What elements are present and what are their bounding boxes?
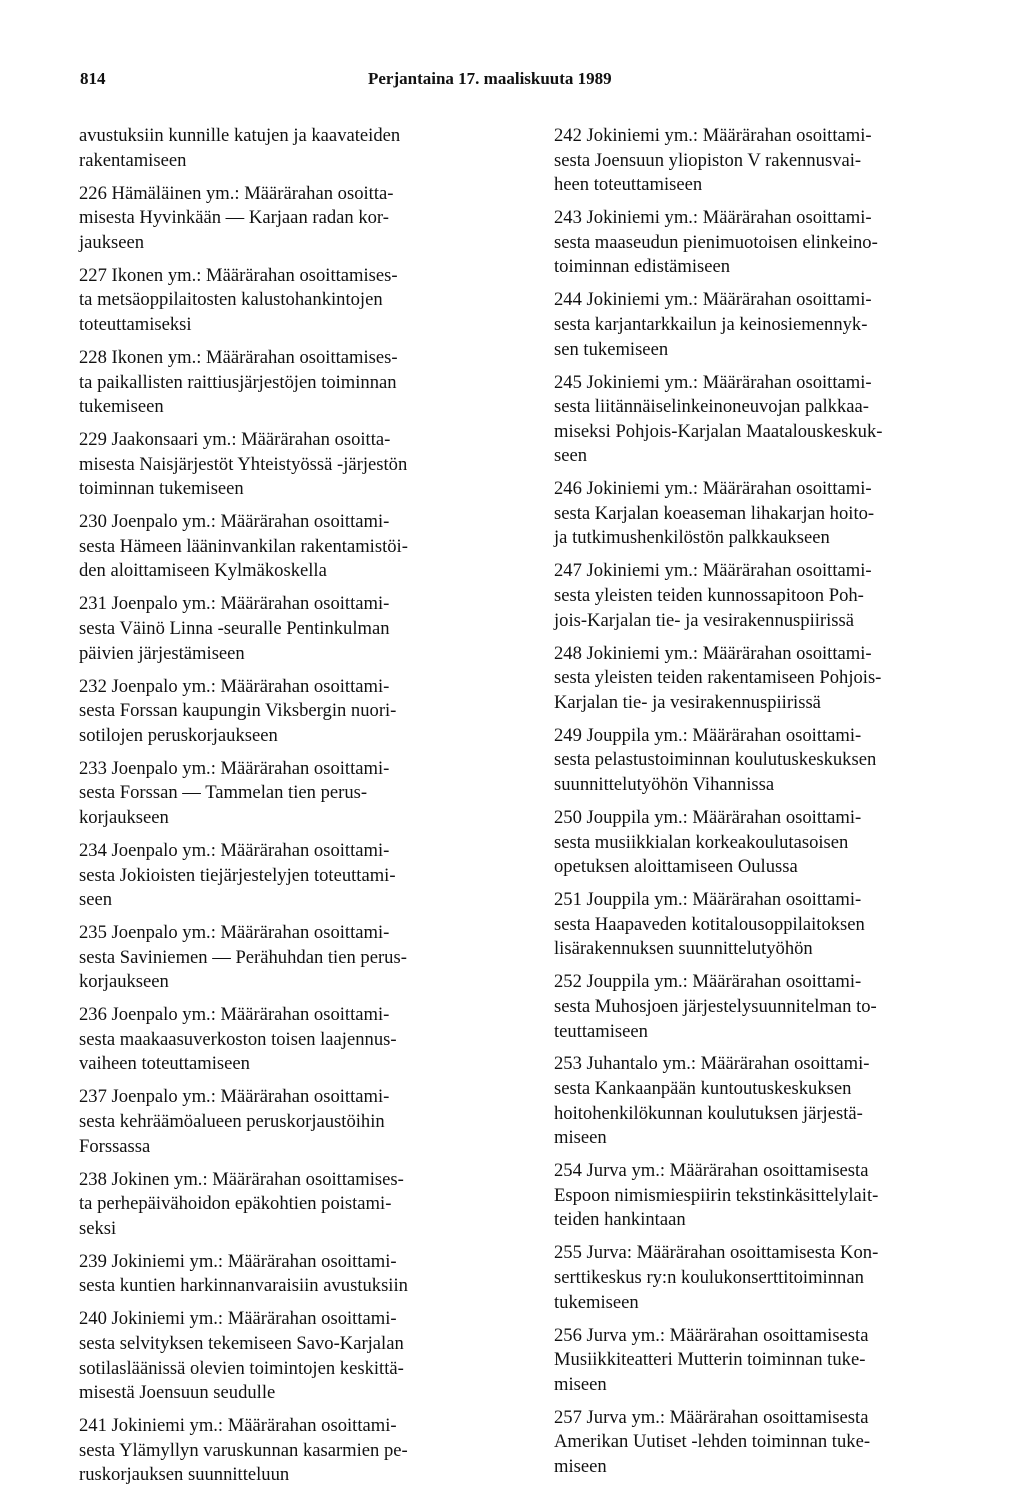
entry-line: misestä Joensuun seudulle xyxy=(79,1382,276,1404)
entry-line: sesta kehräämöalueen peruskorjaustöihin xyxy=(79,1111,385,1133)
entry-line: sesta selvityksen tekemiseen Savo-Karjalan xyxy=(79,1332,404,1354)
entry-line: avustuksiin kunnille katujen ja kaavateiden xyxy=(79,125,401,146)
entry-line: sesta Ylämyllyn varuskunnan kasarmien pe- xyxy=(79,1439,408,1461)
entry-line: sesta yleisten teiden rakentamiseen Pohjois- xyxy=(554,667,882,689)
entry-line: ja tutkimushenkilöstön palkkaukseen xyxy=(554,527,830,549)
motion-entry xyxy=(554,970,972,1044)
entry-line: 238 Jokinen ym.: Määrärahan osoittamises- xyxy=(79,1168,404,1190)
motion-entry xyxy=(554,559,972,633)
entry-line: 241 Jokiniemi ym.: Määrärahan osoittami- xyxy=(79,1415,397,1437)
motion-entry xyxy=(554,1052,972,1150)
entry-line: sotilojen peruskorjaukseen xyxy=(79,724,278,746)
entry-line: 253 Juhantalo ym.: Määrärahan osoittami- xyxy=(554,1053,870,1075)
entry-line: misesta Hyvinkään — Karjaan radan kor- xyxy=(79,207,389,229)
motion-entry xyxy=(79,1085,497,1159)
motion-entry xyxy=(79,1003,497,1077)
entry-line: 246 Jokiniemi ym.: Määrärahan osoittami- xyxy=(554,478,872,500)
entry-line: sesta Karjalan koeaseman lihakarjan hoito- xyxy=(554,502,875,524)
entry-line: sesta Jokioisten tiejärjestelyjen toteuttami- xyxy=(79,864,396,886)
entry-line: miseen xyxy=(554,1373,607,1395)
entry-line: 239 Jokiniemi ym.: Määrärahan osoittami- xyxy=(79,1250,397,1272)
entry-line: sesta maaseudun pienimuotoisen elinkeino- xyxy=(554,231,878,253)
motion-entry xyxy=(554,1406,972,1480)
entry-line: 248 Jokiniemi ym.: Määrärahan osoittami- xyxy=(554,642,872,664)
entry-line: Amerikan Uutiset -lehden toiminnan tuke- xyxy=(554,1431,871,1453)
entry-line: sotilasläänissä olevien toimintojen keskittä- xyxy=(79,1357,404,1379)
entry-line: sesta Haapaveden kotitalousoppilaitoksen xyxy=(554,913,865,935)
entry-line: opetuksen aloittamiseen Oulussa xyxy=(554,856,798,878)
motion-entry xyxy=(554,206,972,280)
left-column xyxy=(79,124,497,1496)
entry-line: sesta yleisten teiden kunnossapitoon Poh- xyxy=(554,585,864,607)
motion-entry xyxy=(79,592,497,666)
entry-line: 249 Jouppila ym.: Määrärahan osoittami- xyxy=(554,724,862,746)
entry-line: sesta Hämeen lääninvankilan rakentamistöi- xyxy=(79,535,408,557)
entry-line: 233 Joenpalo ym.: Määrärahan osoittami- xyxy=(79,757,390,779)
motion-entry xyxy=(554,724,972,798)
entry-line: sen tukemiseen xyxy=(554,338,669,360)
entry-line: 232 Joenpalo ym.: Määrärahan osoittami- xyxy=(79,675,390,697)
entry-line: suunnittelutyöhön Vihannissa xyxy=(554,773,775,795)
motion-entry xyxy=(79,921,497,995)
motion-entry xyxy=(554,1159,972,1233)
entry-line: sesta Saviniemen — Perähuhdan tien perus- xyxy=(79,946,407,968)
motion-entry xyxy=(554,642,972,716)
entry-line: 257 Jurva ym.: Määrärahan osoittamisesta xyxy=(554,1406,869,1428)
entry-line: korjaukseen xyxy=(79,806,169,828)
entry-line: 251 Jouppila ym.: Määrärahan osoittami- xyxy=(554,889,862,911)
entry-line: 235 Joenpalo ym.: Määrärahan osoittami- xyxy=(79,922,390,944)
entry-line: sesta Kankaanpään kuntoutuskeskuksen xyxy=(554,1078,852,1100)
motion-entry xyxy=(79,124,497,173)
entry-line: sesta Forssan kaupungin Viksbergin nuori- xyxy=(79,700,397,722)
entry-line: 245 Jokiniemi ym.: Määrärahan osoittami- xyxy=(554,371,872,393)
motion-entry xyxy=(79,675,497,749)
entry-line: jaukseen xyxy=(79,231,145,253)
entry-line: 228 Ikonen ym.: Määrärahan osoittamises- xyxy=(79,346,398,368)
motion-entry xyxy=(79,346,497,420)
entry-line: toiminnan edistämiseen xyxy=(554,256,731,278)
entry-line: Espoon nimismiespiirin tekstinkäsittelylait- xyxy=(554,1184,879,1206)
entry-line: sesta musiikkialan korkeakoulutasoisen xyxy=(554,831,849,853)
entry-line: miseksi Pohjois-Karjalan Maatalouskeskuk- xyxy=(554,420,883,442)
entry-line: jois-Karjalan tie- ja vesirakennuspiirissä xyxy=(554,609,854,631)
motion-entry xyxy=(554,124,972,198)
entry-line: misesta Naisjärjestöt Yhteistyössä -järjestön xyxy=(79,453,408,475)
entry-line: 229 Jaakonsaari ym.: Määrärahan osoitta- xyxy=(79,429,391,451)
entry-line: sesta kuntien harkinnanvaraisiin avustuksiin xyxy=(79,1275,408,1297)
entry-line: 237 Joenpalo ym.: Määrärahan osoittami- xyxy=(79,1086,390,1108)
motion-entry xyxy=(554,477,972,551)
entry-line: toiminnan tukemiseen xyxy=(79,478,244,500)
right-column xyxy=(554,124,972,1488)
entry-line: Forssassa xyxy=(79,1135,151,1157)
motion-entry xyxy=(79,757,497,831)
entry-line: 231 Joenpalo ym.: Määrärahan osoittami- xyxy=(79,593,390,615)
entry-line: teuttamiseen xyxy=(554,1020,648,1042)
entry-line: seen xyxy=(554,445,588,467)
motion-entry xyxy=(554,888,972,962)
entry-line: 252 Jouppila ym.: Määrärahan osoittami- xyxy=(554,971,862,993)
motion-entry xyxy=(79,1414,497,1488)
entry-line: miseen xyxy=(554,1455,607,1477)
page-number: 814 xyxy=(80,69,106,88)
entry-line: hoitohenkilökunnan koulutuksen järjestä- xyxy=(554,1102,863,1124)
running-header-date: Perjantaina 17. maaliskuuta 1989 xyxy=(368,69,612,88)
entry-line: sesta Forssan — Tammelan tien perus- xyxy=(79,782,368,804)
entry-line: miseen xyxy=(554,1127,607,1149)
entry-line: Musiikkiteatteri Mutterin toiminnan tuke- xyxy=(554,1349,866,1371)
motion-entry xyxy=(79,1168,497,1242)
entry-line: seen xyxy=(79,889,113,911)
motion-entry xyxy=(554,806,972,880)
entry-line: päivien järjestämiseen xyxy=(79,642,245,664)
entry-line: Karjalan tie- ja vesirakennuspiirissä xyxy=(554,691,821,713)
entry-line: ta perhepäivähoidon epäkohtien poistami- xyxy=(79,1193,392,1215)
entry-line: serttikeskus ry:n koulukonserttitoiminnan xyxy=(554,1267,864,1289)
motion-entry xyxy=(554,288,972,362)
entry-line: seksi xyxy=(79,1217,117,1239)
motion-entry xyxy=(554,371,972,469)
entry-line: teiden hankintaan xyxy=(554,1209,686,1231)
entry-line: 254 Jurva ym.: Määrärahan osoittamisesta xyxy=(554,1160,869,1182)
entry-line: toteuttamiseksi xyxy=(79,313,192,335)
entry-line: sesta Joensuun yliopiston V rakennusvai- xyxy=(554,149,862,171)
entry-line: 240 Jokiniemi ym.: Määrärahan osoittami- xyxy=(79,1308,397,1330)
motion-entry xyxy=(554,1324,972,1398)
motion-entry xyxy=(554,1241,972,1315)
entry-line: sesta pelastustoiminnan koulutuskeskuksen xyxy=(554,749,877,771)
entry-line: tukemiseen xyxy=(554,1291,639,1313)
entry-line: heen toteuttamiseen xyxy=(554,174,703,196)
motion-entry xyxy=(79,1307,497,1405)
entry-line: rakentamiseen xyxy=(79,149,187,171)
entry-line: ta metsäoppilaitosten kalustohankintojen xyxy=(79,289,383,311)
entry-line: 256 Jurva ym.: Määrärahan osoittamisesta xyxy=(554,1324,869,1346)
entry-line: ruskorjauksen suunnitteluun xyxy=(79,1464,290,1486)
entry-line: 226 Hämäläinen ym.: Määrärahan osoitta- xyxy=(79,182,394,204)
entry-line: 236 Joenpalo ym.: Määrärahan osoittami- xyxy=(79,1004,390,1026)
entry-line: 242 Jokiniemi ym.: Määrärahan osoittami- xyxy=(554,125,872,146)
entry-line: lisärakennuksen suunnittelutyöhön xyxy=(554,938,813,960)
entry-line: 255 Jurva: Määrärahan osoittamisesta Kon- xyxy=(554,1242,879,1264)
entry-line: sesta karjantarkkailun ja keinosiemennyk- xyxy=(554,313,868,335)
motion-entry xyxy=(79,839,497,913)
motion-entry xyxy=(79,428,497,502)
entry-line: 250 Jouppila ym.: Määrärahan osoittami- xyxy=(554,806,862,828)
entry-line: 227 Ikonen ym.: Määrärahan osoittamises- xyxy=(79,264,398,286)
motion-entry xyxy=(79,182,497,256)
entry-line: tukemiseen xyxy=(79,396,164,418)
entry-line: korjaukseen xyxy=(79,971,169,993)
entry-line: 243 Jokiniemi ym.: Määrärahan osoittami- xyxy=(554,207,872,229)
entry-line: 230 Joenpalo ym.: Määrärahan osoittami- xyxy=(79,511,390,533)
entry-line: 234 Joenpalo ym.: Määrärahan osoittami- xyxy=(79,839,390,861)
entry-line: 247 Jokiniemi ym.: Määrärahan osoittami- xyxy=(554,560,872,582)
entry-line: sesta liitännäiselinkeinoneuvojan palkkaa- xyxy=(554,396,869,418)
entry-line: 244 Jokiniemi ym.: Määrärahan osoittami- xyxy=(554,289,872,311)
entry-line: den aloittamiseen Kylmäkoskella xyxy=(79,560,327,582)
entry-line: ta paikallisten raittiusjärjestöjen toiminnan xyxy=(79,371,397,393)
motion-entry xyxy=(79,510,497,584)
motion-entry xyxy=(79,1250,497,1299)
entry-line: sesta Muhosjoen järjestelysuunnitelman to- xyxy=(554,995,877,1017)
entry-line: vaiheen toteuttamiseen xyxy=(79,1053,250,1075)
entry-line: sesta Väinö Linna -seuralle Pentinkulman xyxy=(79,618,390,640)
motion-entry xyxy=(79,264,497,338)
entry-line: sesta maakaasuverkoston toisen laajennus- xyxy=(79,1028,397,1050)
